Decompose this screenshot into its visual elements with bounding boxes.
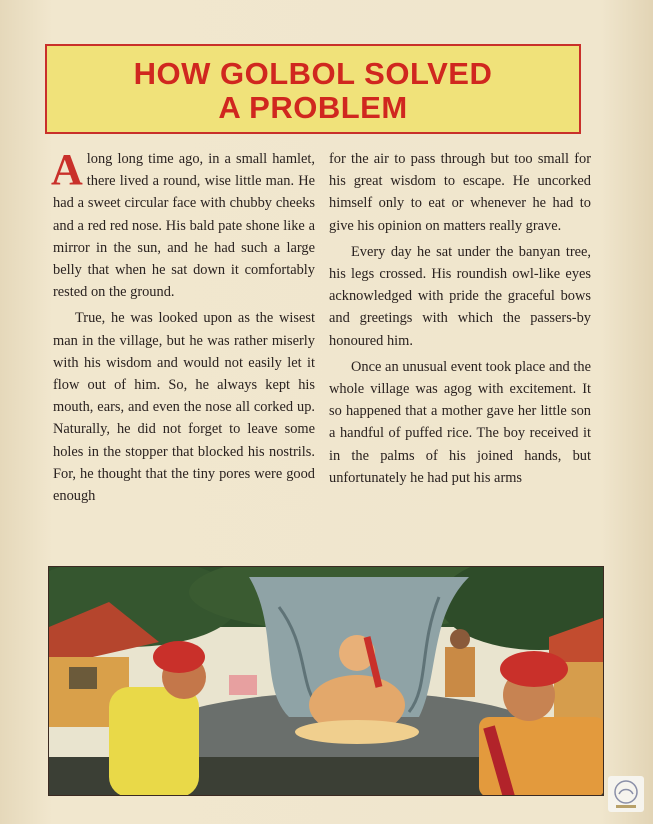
banyan-tree-illustration	[48, 566, 604, 796]
title-banner	[45, 44, 581, 134]
story-column-left	[51, 145, 315, 507]
story-paragraph-2: True, he was looked upon as the wisest man in the village, but he was rather miserly with his wisdom and would not easily let it flow out of him. So, he always kept his mouth, ears, and even the nose all corked up. Naturally, he did not forget to leave some holes in the stopper that blocked his nostrils. For, he thought that the tiny pores were good enough	[53, 310, 315, 505]
drop-cap: A	[51, 145, 83, 194]
logo-icon	[608, 776, 644, 812]
page-title-line-1: HOW GOLBOL SOLVED	[133, 56, 493, 91]
page-title-line-2: A PROBLEM	[218, 90, 408, 125]
story-paragraph-4: Every day he sat under the banyan tree, his legs crossed. His roundish owl-like eyes acknowledged with pride the graceful bows and greetings with which the passers-by honoured him.	[329, 243, 591, 349]
story-paragraph-3: for the air to pass through but too small for his great wisdom to escape. He uncorked himself only to eat or whenever he had to give his opinion on matters really grave.	[329, 151, 591, 234]
story-column-right	[329, 148, 591, 489]
story-paragraph-5: Once an unusual event took place and the whole village was agog with excitement. It so happened that a mother gave her little son a handful of puffed rice. The boy received it in the palms of his joined hands, but unfortunately he had put his arms	[329, 358, 591, 486]
story-paragraph-1-text: long long time ago, in a small hamlet, there lived a round, wise little man. He had a sweet circular face with chubby cheeks and a red red nose. His bald pate shone like a mirror in the sun, and he had such a large belly that when he sat down it comfortably rested on the ground.	[53, 151, 315, 301]
illustration-art	[49, 567, 604, 796]
story-paragraph-1	[51, 145, 315, 303]
publisher-logo-stamp	[608, 776, 644, 812]
